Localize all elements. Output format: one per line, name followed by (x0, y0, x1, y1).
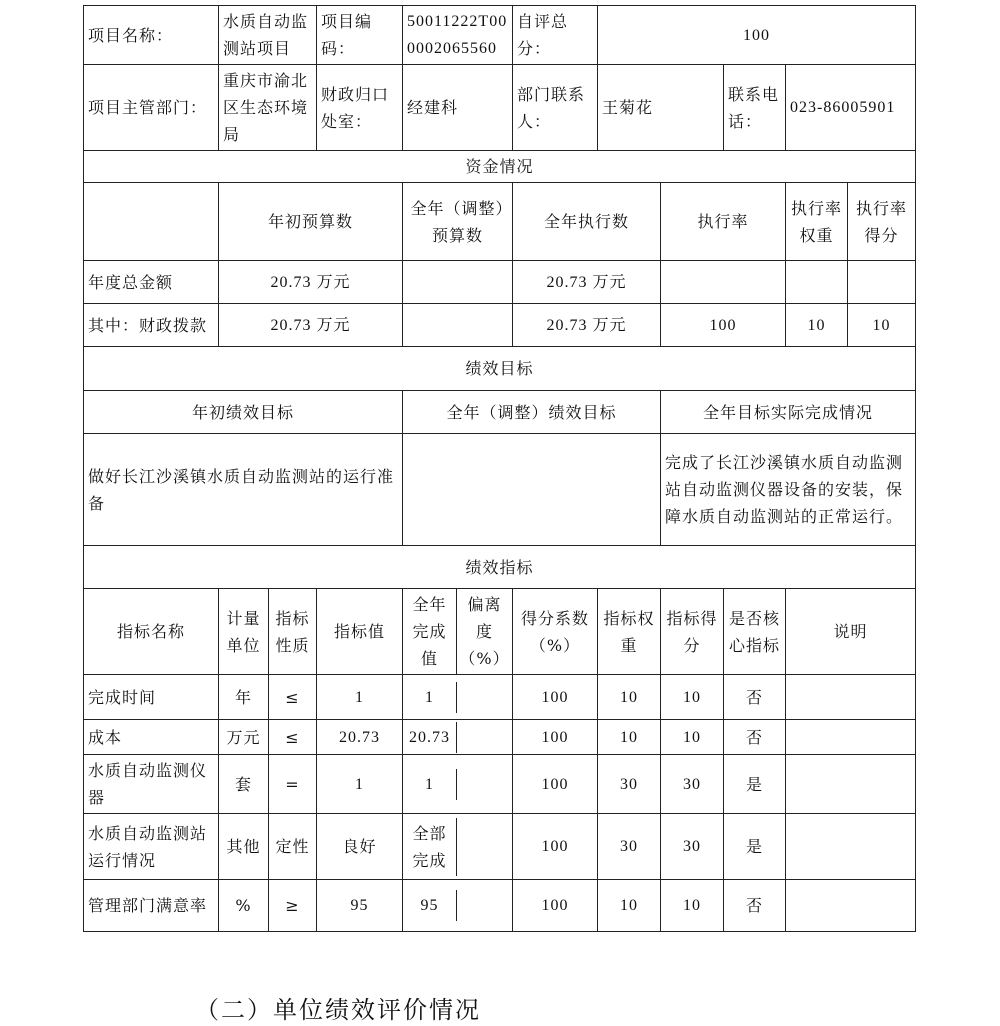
ind-cell-score: 30 (661, 755, 724, 814)
ind-cell-score: 30 (661, 814, 724, 880)
goals-header-adjusted: 全年（调整）绩效目标 (403, 391, 661, 434)
funds-cell-adjusted (403, 304, 513, 347)
ind-cell-unit: 年 (219, 675, 269, 720)
goals-initial-text: 做好长江沙溪镇水质自动监测站的运行准备 (84, 434, 403, 546)
ind-header-deviation: 偏离度（%） (459, 595, 510, 668)
goals-section-row (84, 347, 916, 391)
funds-cell-label: 其中：财政拨款 (84, 304, 219, 347)
ind-cell-nature: ≤ (269, 720, 317, 755)
ind-cell-completed: 1 (403, 682, 457, 713)
ind-cell-weight: 30 (598, 814, 661, 880)
ind-cell-core: 是 (724, 755, 786, 814)
ind-header-nature: 指标性质 (269, 589, 317, 675)
funds-header-initial: 年初预算数 (219, 183, 403, 261)
indicator-row (84, 814, 916, 880)
funds-header-rate: 执行率 (661, 183, 786, 261)
ind-cell-score: 10 (661, 720, 724, 755)
funds-cell-weight: 10 (786, 304, 848, 347)
contact-label: 部门联系人： (513, 65, 598, 151)
ind-cell-unit: 其他 (219, 814, 269, 880)
section-heading: （二）单位绩效评价情况 (195, 996, 481, 1024)
ind-cell-note (786, 675, 916, 720)
ind-cell-weight: 10 (598, 720, 661, 755)
indicators-section-row (84, 546, 916, 589)
phone-value: 023-86005901 (786, 65, 916, 151)
phone-label: 联系电话： (724, 65, 786, 151)
goals-header-row (84, 391, 916, 434)
goals-content-row (84, 434, 916, 546)
goals-section-title: 绩效目标 (84, 347, 916, 391)
ind-cell-coefficient: 100 (513, 880, 598, 932)
funds-row (84, 304, 916, 347)
ind-header-score: 指标得分 (661, 589, 724, 675)
ind-cell-nature: ≤ (269, 675, 317, 720)
finance-label: 财政归口处室： (317, 65, 403, 151)
ind-cell-note (786, 880, 916, 932)
funds-cell-label: 年度总金额 (84, 261, 219, 304)
ind-cell-name: 成本 (84, 720, 219, 755)
ind-header-completed-text: 全年完成值 (403, 589, 457, 674)
goals-adjusted-text (403, 434, 661, 546)
funds-section-row (84, 151, 916, 183)
ind-header-name: 指标名称 (84, 589, 219, 675)
project-info-row-1 (84, 6, 916, 65)
ind-cell-core: 否 (724, 880, 786, 932)
project-name-label: 项目名称： (84, 6, 219, 65)
score-label: 自评总分： (513, 6, 598, 65)
funds-cell-initial: 20.73 万元 (219, 304, 403, 347)
project-info-row-2 (84, 65, 916, 151)
ind-cell-nature: ≥ (269, 880, 317, 932)
ind-cell-completed-group (403, 880, 513, 932)
ind-header-note: 说明 (786, 589, 916, 675)
funds-header-executed: 全年执行数 (513, 183, 661, 261)
funds-cell-executed: 20.73 万元 (513, 261, 661, 304)
ind-cell-score: 10 (661, 880, 724, 932)
funds-section-title: 资金情况 (84, 151, 916, 183)
ind-cell-deviation (457, 722, 512, 753)
contact-value: 王菊花 (598, 65, 724, 151)
funds-header-row (84, 183, 916, 261)
ind-cell-coefficient: 100 (513, 755, 598, 814)
ind-cell-completed: 20.73 (403, 722, 457, 753)
funds-row (84, 261, 916, 304)
ind-cell-name: 管理部门满意率 (84, 880, 219, 932)
ind-cell-completed-group (403, 755, 513, 814)
ind-cell-completed-group (403, 814, 513, 880)
ind-cell-note (786, 755, 916, 814)
indicator-row (84, 720, 916, 755)
ind-cell-nature: 定性 (269, 814, 317, 880)
ind-cell-coefficient: 100 (513, 675, 598, 720)
ind-cell-coefficient: 100 (513, 814, 598, 880)
ind-cell-target: 良好 (317, 814, 403, 880)
ind-cell-weight: 10 (598, 675, 661, 720)
dept-value: 重庆市渝北区生态环境局 (219, 65, 317, 151)
ind-cell-name: 水质自动监测站运行情况 (84, 814, 219, 880)
funds-cell-initial: 20.73 万元 (219, 261, 403, 304)
goals-header-actual: 全年目标实际完成情况 (661, 391, 916, 434)
ind-cell-completed-group (403, 720, 513, 755)
ind-cell-core: 否 (724, 720, 786, 755)
funds-cell-score (848, 261, 916, 304)
ind-cell-deviation (457, 682, 512, 713)
funds-cell-score: 10 (848, 304, 916, 347)
indicators-header-row (84, 589, 916, 675)
indicator-row (84, 880, 916, 932)
ind-cell-weight: 30 (598, 755, 661, 814)
ind-cell-unit: % (219, 880, 269, 932)
ind-header-completed (403, 589, 513, 675)
funds-cell-adjusted (403, 261, 513, 304)
funds-cell-rate: 100 (661, 304, 786, 347)
dept-label: 项目主管部门： (84, 65, 219, 151)
ind-cell-note (786, 814, 916, 880)
ind-cell-coefficient: 100 (513, 720, 598, 755)
funds-cell-executed: 20.73 万元 (513, 304, 661, 347)
funds-header-score: 执行率得分 (848, 183, 916, 261)
ind-header-weight: 指标权重 (598, 589, 661, 675)
ind-cell-completed: 全部完成 (403, 818, 457, 876)
project-name-value: 水质自动监测站项目 (219, 6, 317, 65)
ind-header-target: 指标值 (317, 589, 403, 675)
finance-value: 经建科 (403, 65, 513, 151)
ind-cell-completed: 1 (403, 769, 457, 800)
ind-header-core: 是否核心指标 (724, 589, 786, 675)
ind-cell-completed-group (403, 675, 513, 720)
ind-cell-deviation (457, 890, 512, 921)
ind-cell-completed: 95 (403, 890, 457, 921)
ind-cell-note (786, 720, 916, 755)
indicator-row (84, 755, 916, 814)
project-code-value: 50011222T000002065560 (403, 6, 513, 65)
ind-cell-core: 否 (724, 675, 786, 720)
ind-cell-core: 是 (724, 814, 786, 880)
funds-header-blank (84, 183, 219, 261)
indicators-section-title: 绩效指标 (84, 546, 916, 589)
funds-header-weight: 执行率权重 (786, 183, 848, 261)
score-value: 100 (598, 6, 916, 65)
performance-evaluation-table (83, 5, 916, 932)
funds-header-adjusted: 全年（调整）预算数 (403, 183, 513, 261)
goals-actual-text: 完成了长江沙溪镇水质自动监测站自动监测仪器设备的安装，保障水质自动监测站的正常运行。 (661, 434, 916, 546)
ind-cell-score: 10 (661, 675, 724, 720)
funds-cell-rate (661, 261, 786, 304)
indicator-row (84, 675, 916, 720)
ind-cell-deviation (457, 818, 512, 876)
goals-header-initial: 年初绩效目标 (84, 391, 403, 434)
project-code-label: 项目编码： (317, 6, 403, 65)
ind-cell-deviation (457, 769, 512, 800)
ind-cell-nature: = (269, 755, 317, 814)
ind-cell-target: 1 (317, 755, 403, 814)
ind-cell-name: 水质自动监测仪器 (84, 755, 219, 814)
ind-cell-name: 完成时间 (84, 675, 219, 720)
ind-header-unit: 计量单位 (219, 589, 269, 675)
ind-cell-target: 95 (317, 880, 403, 932)
ind-cell-unit: 套 (219, 755, 269, 814)
ind-cell-target: 1 (317, 675, 403, 720)
ind-cell-weight: 10 (598, 880, 661, 932)
funds-cell-weight (786, 261, 848, 304)
ind-cell-unit: 万元 (219, 720, 269, 755)
ind-cell-target: 20.73 (317, 720, 403, 755)
ind-header-coefficient: 得分系数（%） (513, 589, 598, 675)
